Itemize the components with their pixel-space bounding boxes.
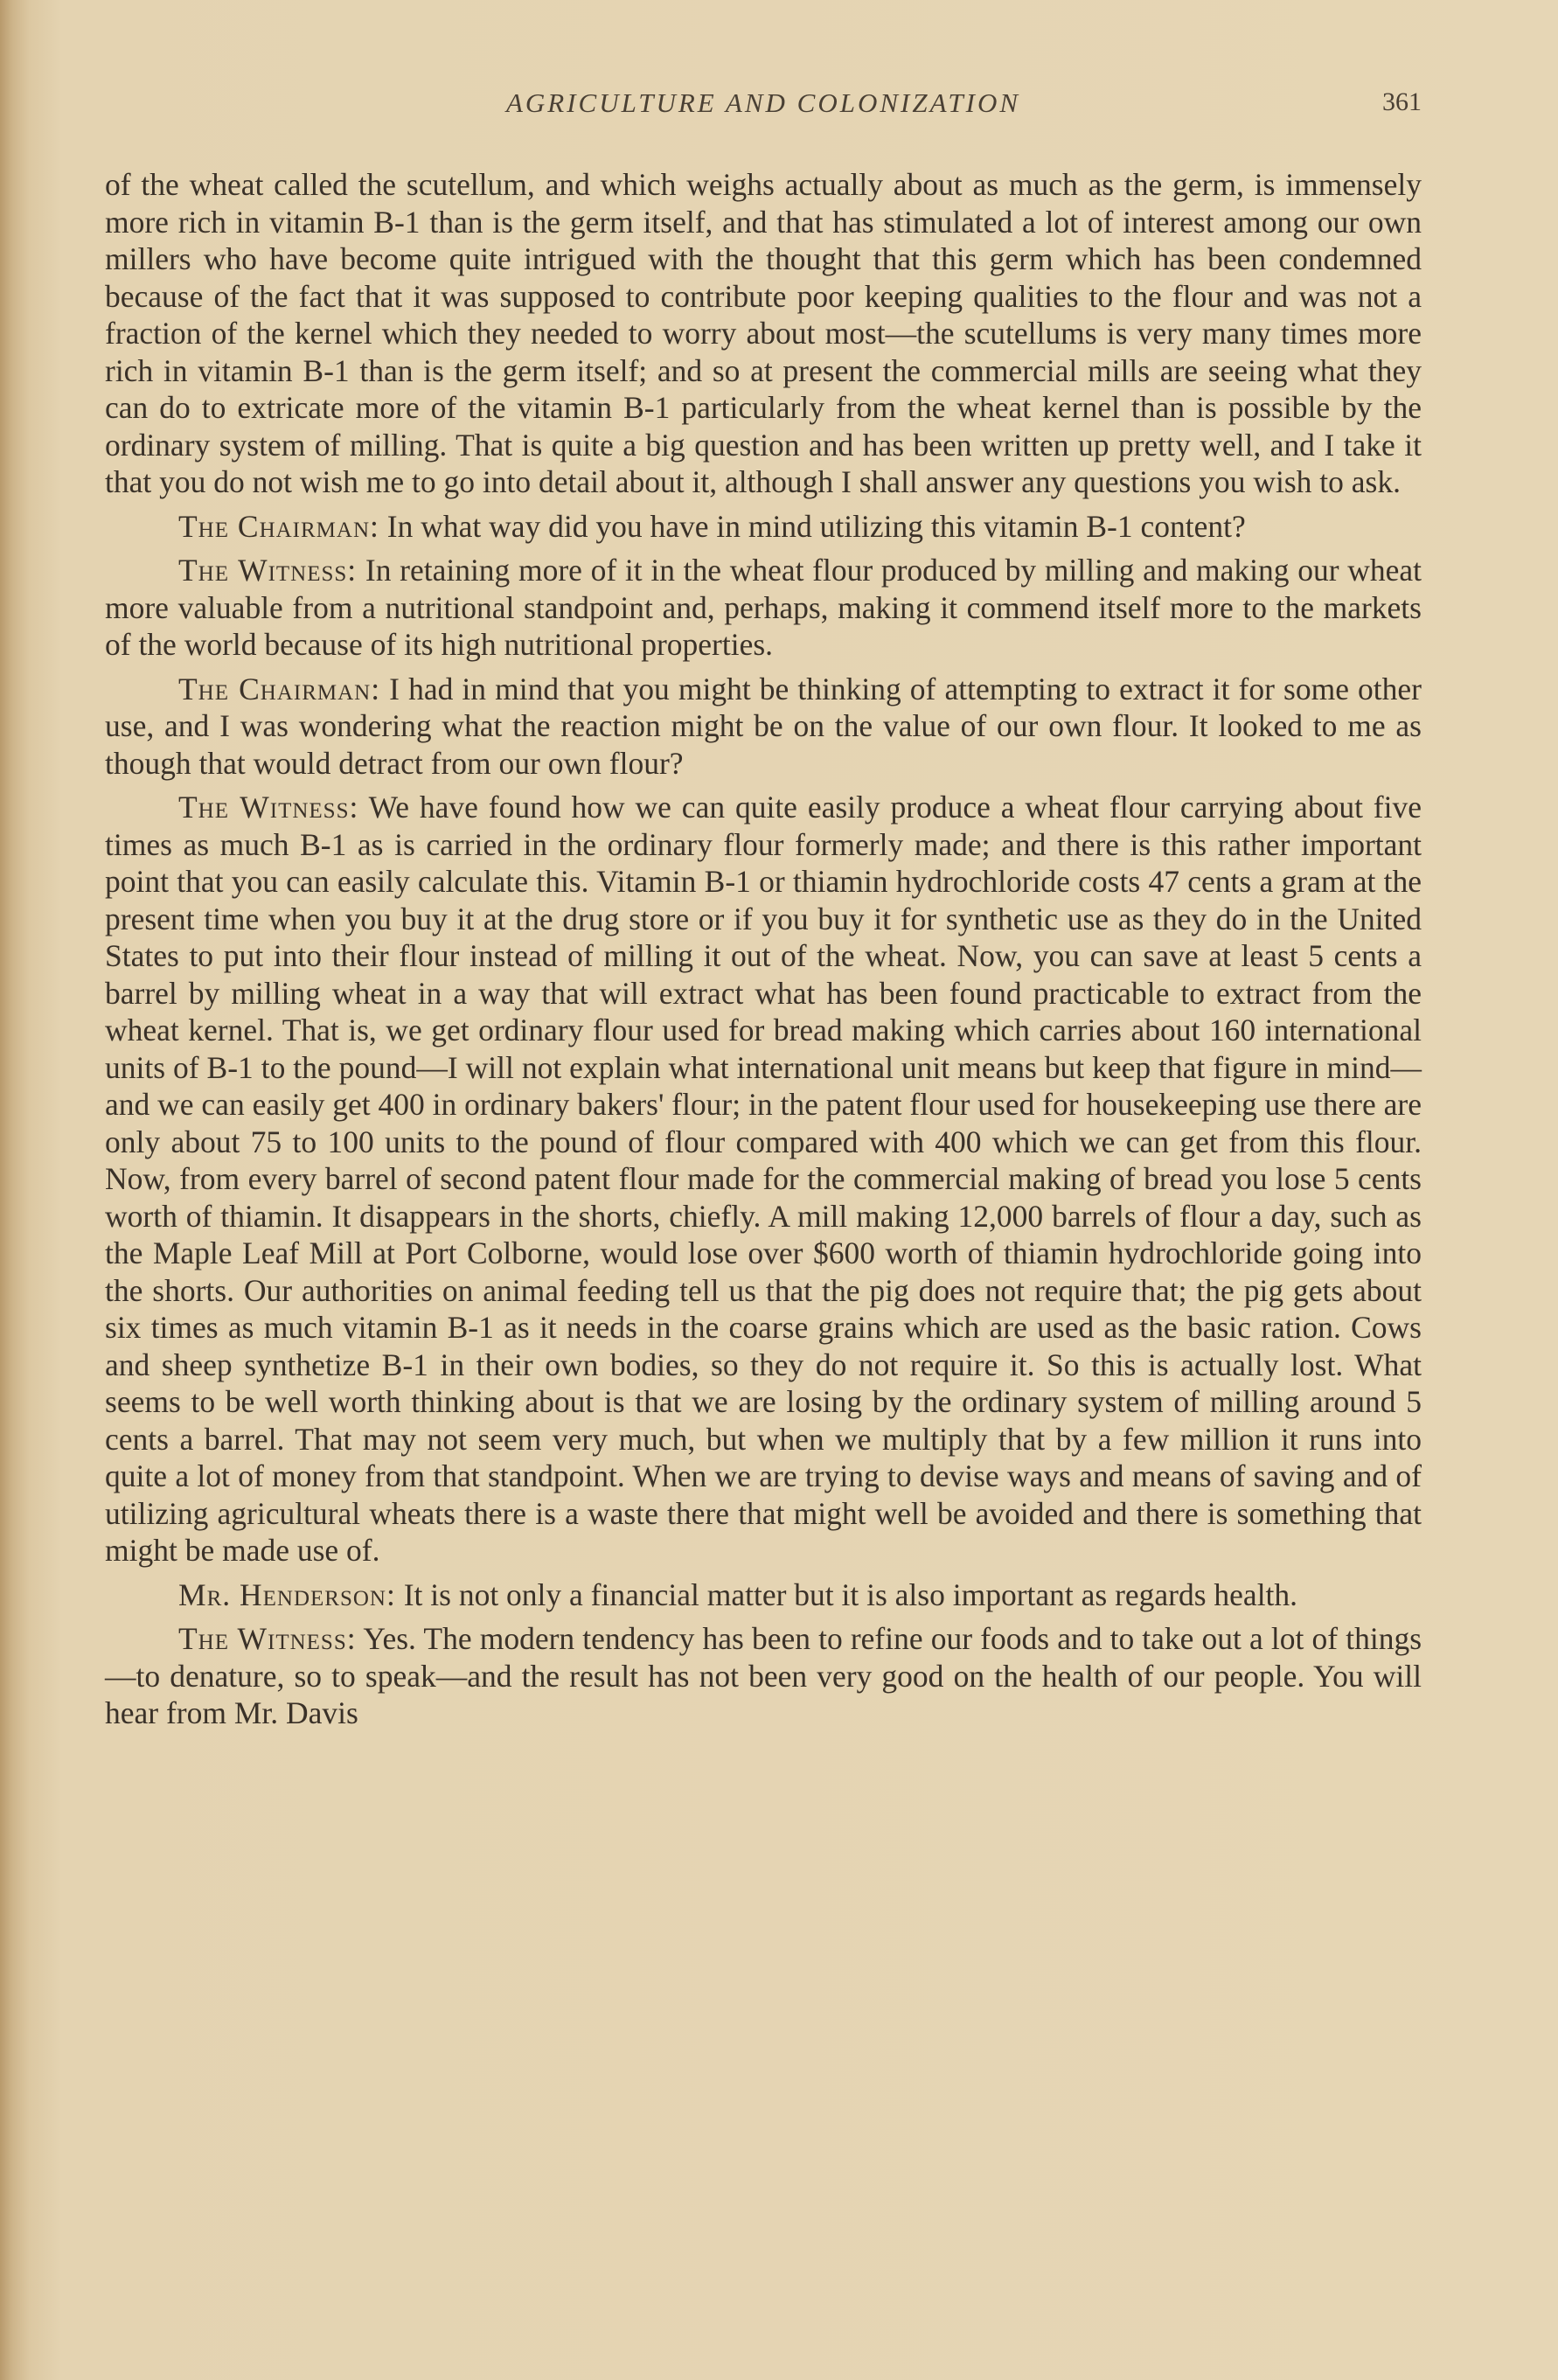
page-number: 361 [1382, 87, 1422, 116]
speaker-label: The Chairman: [178, 671, 381, 706]
body-text [105, 166, 1422, 1739]
speaker-label: The Witness: [178, 553, 358, 588]
speaker-label: The Witness: [178, 790, 359, 825]
paragraph-text: In retaining more of it in the wheat flour produced by milling and making our wheat more valuable from a nutritional standpoint and, perhaps, making it commend itself more to the markets of the world because of its high nutritional properties. [105, 553, 1422, 662]
paragraph-text: I had in mind that you might be thinking of attempting to extract it for some other use, and I was wondering what the reaction might be on the value of our own flour. It looked to me as though that would detract from our own flour? [105, 671, 1422, 781]
paragraph-text: It is not only a financial matter but it is also important as regards health. [395, 1576, 1298, 1612]
paragraph-text: In what way did you have in mind utilizing this vitamin B-1 content? [379, 508, 1246, 544]
paragraph-5 [105, 789, 1422, 1569]
paragraph-6 [105, 1576, 1422, 1614]
page-header [105, 87, 1422, 131]
paragraph-3 [105, 552, 1422, 664]
paragraph-7 [105, 1620, 1422, 1732]
speaker-label: The Chairman: [178, 508, 379, 544]
speaker-label: The Witness: [178, 1621, 357, 1656]
running-title: AGRICULTURE AND COLONIZATION [505, 87, 1021, 118]
paragraph-2 [105, 508, 1422, 546]
paragraph-1 [105, 166, 1422, 501]
paragraph-text: of the wheat called the scutellum, and which weighs actually about as much as the germ, is immensely more rich in vitamin B-1 than is the germ itself, and that has stimulated a lot of interest among our own millers who have become quite intrigued with the thought that this germ which has been condemned because of the fact that it was supposed to contribute poor keeping qualities to the flour and was not a fraction of the kernel which they needed to worry about most—the scutellums is very many times more rich in vitamin B-1 than is the germ itself; and so at present the commercial mills are seeing what they can do to extricate more of the vitamin B-1 particularly from the wheat kernel than is possible by the ordinary system of milling. That is quite a big question and has been written up pretty well, and I take it that you do not wish me to go into detail about it, although I shall answer any questions you wish to ask. [105, 167, 1422, 499]
paragraph-text: Yes. The modern tendency has been to refine our foods and to take out a lot of things—to denature, so to speak—and the result has not been very good on the health of our people. You will hear from Mr. Davis [105, 1621, 1422, 1730]
paragraph-text: We have found how we can quite easily produce a wheat flour carrying about five times as much B-1 as is carried in the ordinary flour formerly made; and there is this rather important point that you can easily calculate this. Vitamin B-1 or thiamin hydrochloride costs 47 cents a gram at the present time when you buy it at the drug store or if you buy it for synthetic use as they do in the United States to put into their flour instead of milling it out of the wheat. Now, you can save at least 5 cents a barrel by milling wheat in a way that will extract what has been found practicable to extract from the wheat kernel. That is, we get ordinary flour used for bread making which carries about 160 international units of B-1 to the pound—I will not explain what international unit means but keep that figure in mind—and we can easily get 400 in ordinary bakers' flour; in the patent flour used for housekeeping use there are only about 75 to 100 units to the pound of flour compared with 400 which we can get from this flour. Now, from every barrel of second patent flour made for the commercial making of bread you lose 5 cents worth of thiamin. It disappears in the shorts, chiefly. A mill making 12,000 barrels of flour a day, such as the Maple Leaf Mill at Port Colborne, would lose over $600 worth of thiamin hydrochloride going into the shorts. Our authorities on animal feeding tell us that the pig does not require that; the pig gets about six times as much vitamin B-1 as it needs in the coarse grains which are used as the basic ration. Cows and sheep synthetize B-1 in their own bodies, so they do not require it. So this is actually lost. What seems to be well worth thinking about is that we are losing by the ordinary system of milling around 5 cents a barrel. That may not seem very much, but when we multiply that by a few million it runs into quite a lot of money from that standpoint. When we are trying to devise ways and means of saving and of utilizing agricultural wheats there is a waste there that might well be avoided and there is something that might be made use of. [105, 790, 1422, 1568]
paragraph-4 [105, 671, 1422, 783]
speaker-label: Mr. Henderson: [178, 1576, 396, 1612]
